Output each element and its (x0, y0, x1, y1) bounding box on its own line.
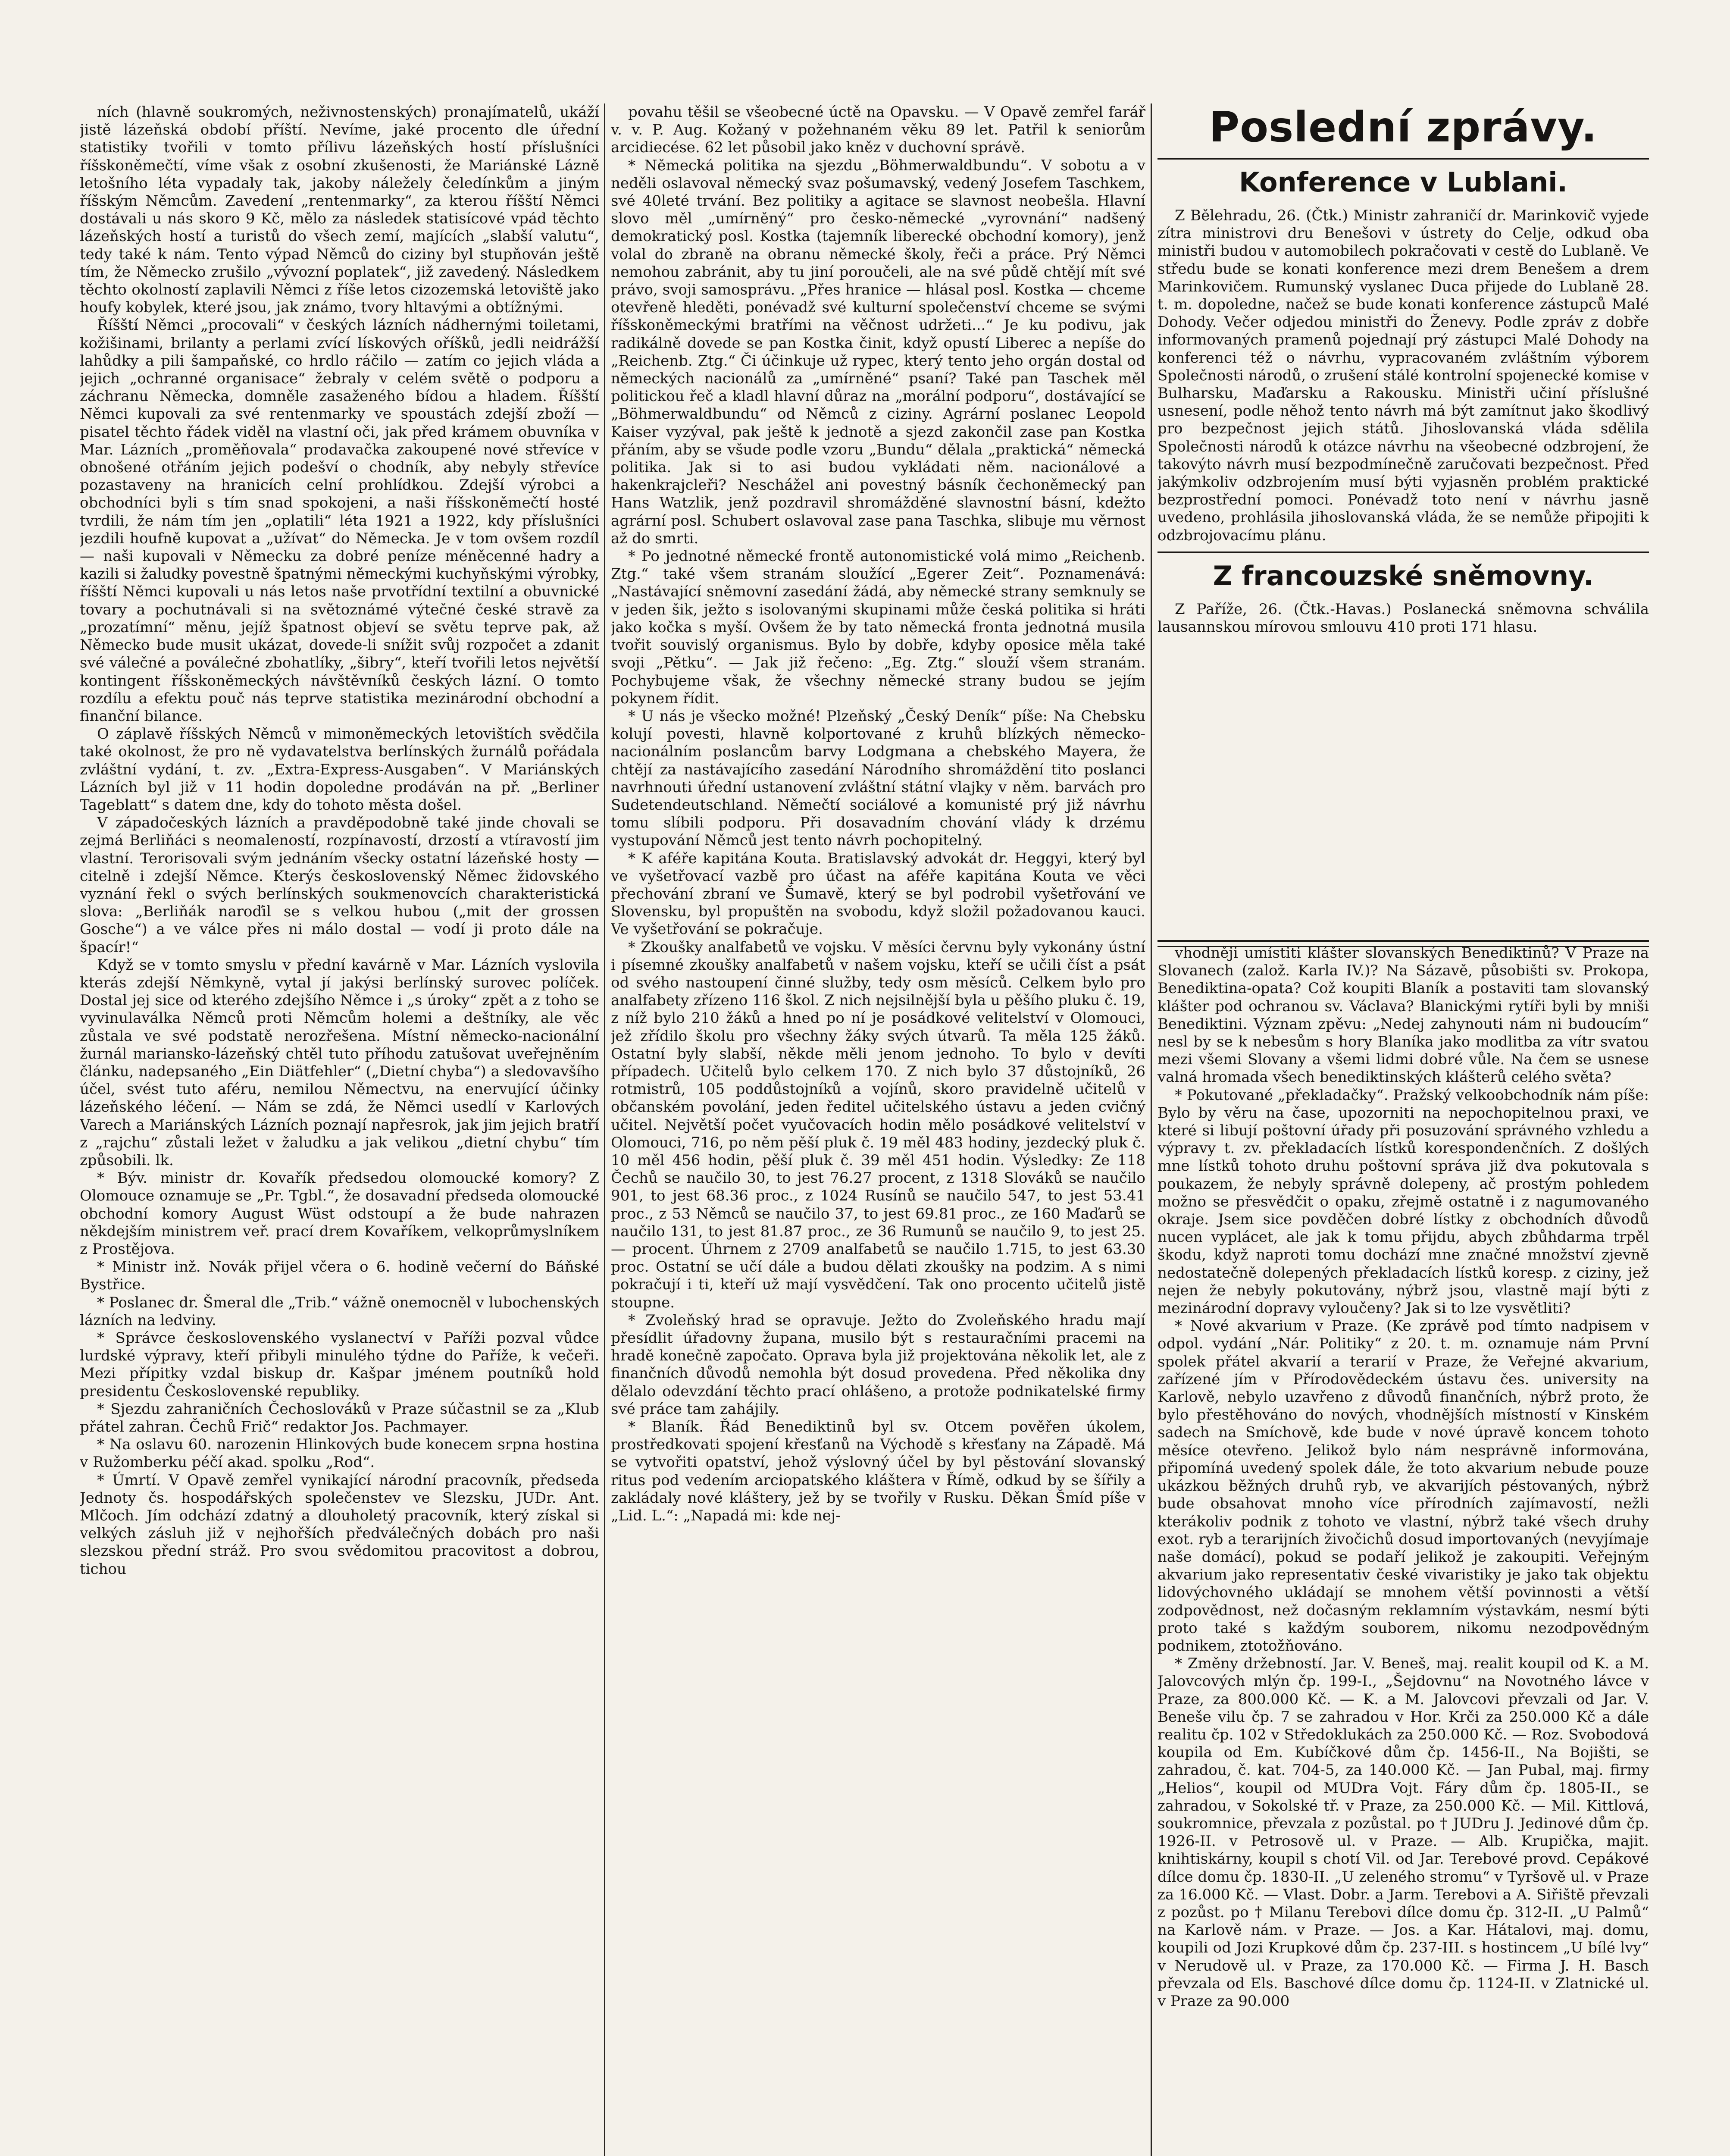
article-paragraph: * U nás je všecko možné! Plzeňský „Český Deník“ píše: Na Chebsku kolují povesti, hlavně kolportované z kruhů blízkých německo-nacionálním poslancům barvy Lodgmana a chebského Mayera, že chtějí za nastávajícího zasedání Národního shromáždění tito poslanci navrhnouti úřední ustanovení zvláštní státní vlajky v něm. barvách pro Sudetendeutschland. Němečtí sociálové a komunisté prý již návrhu tomu slíbili podporu. Při dosavadním chování vlády k drzému vystupování Němců jest tento návrh pochopitelný. (611, 707, 1145, 849)
article-paragraph: * K aféře kapitána Kouta. Bratislavský advokát dr. Heggyi, který byl ve vyšetřovací vazbě pro účast na aféře kapitána Kouta ve věci přechování zbraní ve Šumavě, který se byl podrobil vyšetřování ve Slovensku, byl propuštěn na svobodu, když složil požadovanou kauci. Ve vyšetřování se pokračuje. (611, 849, 1145, 938)
article-paragraph: * Býv. ministr dr. Kovařík předsedou olomoucké komory? Z Olomouce oznamuje se „Pr. Tgbl.“, že dosavadní předseda olomoucké obchodní komory August Wüst odstoupí a že bude nahrazen někdejším ministrem veř. prací drem Kovaříkem, velkoprůmyslníkem z Prostějova. (80, 1169, 599, 1258)
article-paragraph: * Německá politika na sjezdu „Böhmerwaldbundu“. V sobotu a v neděli oslavoval německý svaz pošumavský, vedený Josefem Taschkem, své 40leté trvání. Bez politiky a agitace se slavnost neobešla. Hlavní slovo měl „umírněný“ pro česko-německé „vyrovnání“ nadšený demokratický posl. Kostka (tajemník liberecké obchodní komory), jenž volal do zbraně na obranu německé školy, řeči a práce. Prý Němci nemohou zabránit, aby tu jiní poroučeli, ale na své půdě chtějí mít své právo, svoji samosprávu. „Přes hranice — hlásal posl. Kostka — chceme otevřeně hleděti, ponévadž své kulturní společenství chceme se svými říšskoněmeckými bratřími na věčnost udržeti...“ Je ku podivu, jak radikálně dovede se pan Kostka činit, když opustí Liberec a nepíše do „Reichenb. Ztg.“ Či účinkuje už rypec, který tento jeho orgán dostal od německých nacionálů za „umírněné“ psaní? Také pan Taschek měl politickou řeč a kladl hlavní důraz na „morální podporu“, dostávající se „Böhmerwaldbundu“ od Němců z ciziny. Agrární poslanec Leopold Kaiser vyzýval, pak ještě k jednotě a sjezd zakončil zase pan Kostka přáním, aby se všude podle vzoru „Bundu“ dělala „praktická“ německá politika. Jak si to asi budou vykládati něm. nacionálové a hakenkrajcleři? Neschážel ani povestný básník čechoněmecký pan Hans Watzlik, jenž pozdravil shromážděné slavnostní básní, kdežto agrární posl. Schubert oslavoval zase pana Taschka, slibuje mu věrnost až do smrti. (611, 157, 1145, 547)
article-paragraph: * Změny držebností. Jar. V. Beneš, maj. realit koupil od K. a M. Jalovcových mlýn čp. 199-I., „Šejdovnu“ na Novotného lávce v Praze, za 800.000 Kč. — K. a M. Jalovcovi převzali od Jar. V. Beneše vilu čp. 7 se zahradou v Hor. Krči za 250.000 Kč a dále realitu čp. 102 v Středoklukách za 250.000 Kč. — Roz. Svobodová koupila od Em. Kubíčkové dům čp. 1456-II., Na Bojišti, se zahradou, č. kat. 704-5, za 140.000 Kč. — Jan Pubal, maj. firmy „Helios“, koupil od MUDra Vojt. Fáry dům čp. 1805-II., se zahradou, v Sokolské tř. v Praze, za 250.000 Kč. — Mil. Kittlová, soukromnice, převzala z pozůstal. po † JUDru J. Jedinové dům čp. 1926-II. v Petrosově ul. v Praze. — Alb. Krupička, majit. knihtiskárny, koupil s chotí Vil. od Jar. Terebové provd. Cepákové dílce domu čp. 1830-II. „U zeleného stromu“ v Tyršově ul. v Praze za 16.000 Kč. — Vlast. Dobr. a Jarm. Terebovi a A. Siřiště převzali z pozůst. po † Milanu Terebovi dílce domu čp. 312-II. „U Palmů“ na Karlově nám. v Praze. — Jos. a Kar. Hátalovi, maj. domu, koupili od Jozi Krupkové dům čp. 237-III. s hostincem „U bílé lvy“ v Nerudově ul. v Praze, za 170.000 Kč. — Firma J. H. Basch převzala od Els. Baschové dílce domu čp. 1124-II. v Zlatnické ul. v Praze za 90.000 (1158, 1655, 1649, 2010)
column-3 (1158, 944, 1649, 2156)
newspaper-page (80, 103, 1649, 2156)
article-paragraph: * Zvoleňský hrad se opravuje. Ježto do Zvoleňského hradu mají přesídlit úřadovny župana, musilo být s restauračními pracemi na hradě konečně započato. Oprava byla již projektována několik let, ale z finančních důvodů nemohla být dosud provedena. Před několika dny dělalo odevzdání těchto prací ohlášeno, a protože podnikatelské firmy své práce tam zahájily. (611, 1311, 1145, 1418)
article-paragraph: Říšští Němci „procovali“ v českých lázních nádhernými toiletami, kožišinami, brilanty a perlami zvící lískových oříšků, jedli neidrážší lahůdky a pili šampaňské, co hrdlo ráčilo — zatím co jejich vláda a jejich „ochranné organisace“ žebraly v celém světě o podporu a záchranu Německa, domněle zasaženého bídou a hladem. Říšští Němci kupovali za své rentenmarky ve spoustách zdejší zboží — pisatel těchto řádek viděl na vlastní oči, jak před krámem obuvníka v Mar. Lázních „proměňovala“ prodavačka zakoupené nové střevíce v obnošené otřáním jejich podešví o chodník, aby nebyly střevíce pozastaveny na hranicích celní prohlídkou. Zdejší výrobci a obchodníci byli s tím snad spokojeni, a naši říšskoněmečtí hosté tvrdili, že nám tím jen „oplatili“ léta 1921 a 1922, kdy příslušníci jezdili houfně kupovat a „užívat“ do Německa. Je v tom ovšem rozdíl — naši kupovali v Německu za dobré peníze méněcenné hadry a kazili si žaludky povestně špatnými německými kuchyňskými výrobky, říšští Němci kupovali u nás letos naše prvotřídní textilní a obuvnické tovary a pochutnávali si na světoznámé výtečné české stravě za „prozatímní“ měnu, jejíž špatnost objeví se světu teprve pak, až Německo bude musit ukázat, dovede-li snížit svůj rozpočet a zdanit své válečné a poválečné zbohatlíky, „šibry“, kteří tvořili letos největší kontingent říšskoněmeckých návštěvníků českých lázní. O tomto rozdílu a efektu pouč nás teprve statistika mezinárodní obchodní a finanční bilance. (80, 317, 599, 725)
column-rule (1151, 103, 1152, 2156)
latest-news-box (1158, 103, 1649, 936)
article-paragraph: * Ministr inž. Novák přijel včera o 6. hodině večerní do Báňské Bystřice. (80, 1258, 599, 1294)
article-paragraph: * Správce československého vyslanectví v Paříži pozval vůdce lurdské výpravy, kteří přibyli minulého týdne do Paříže, k večeři. Mezi přípitky vzdal biskup dr. Kašpar jménem poutníků hold presidentu Československé republiky. (80, 1329, 599, 1400)
article-paragraph: ních (hlavně soukromých, neživnostenských) pronajímatelů, ukáží jistě lázeňská období příští. Nevíme, jaké procento dle úřední statistiky tvořili v tomto přílivu lázeňských hostí příslušníci říšskoněmečtí, víme však z osobní zkušenosti, že Mariánské Lázně letošního léta vypadaly tak, jakoby náležely čeledínkům a jiným říšským Němcům. Zavedení „rentenmarky“, za kterou říšští Němci dostávali u nás skoro 9 Kč, mělo za následek statisícové vpád těchto lázeňských hostí a turistů do všech zemí, majících „slabší valutu“, tedy také k nám. Tento výpad Němců do ciziny byl stupňován ještě tím, že Německo zrušilo „vývozní poplatek“, již zavedený. Následkem těchto okolností zaplavili Němci z říše letos cizozemská letoviště jako houfy kobylek, které jsou, jak známo, tvory hltavými a obtížnými. (80, 103, 599, 317)
article-paragraph: povahu těšil se všeobecné úctě na Opavsku. — V Opavě zemřel farář v. v. P. Aug. Kožaný v požehnaném věku 89 let. Patřil k seniorům arcidiecése. 62 let působil jako kněz v duchovní správě. (611, 103, 1145, 157)
article-paragraph: * Blaník. Řád Benediktinů byl sv. Otcem pověřen úkolem, prostředkovati spojení křesťanů na Východě s křesťany na Západě. Má se vytvořiti opatství, jehož výslovný účel by byl pěstování slovanský ritus pod vedením arciopatského kláštera v Římě, odkud by se šířily a zakládaly nové kláštery, jež by se tvořily v Rusku. Děkan Šmíd píše v „Lid. L.“: „Napadá mi: kde nej- (611, 1418, 1145, 1525)
article-paragraph: * Pokutované „překladačky“. Pražský velkoobchodník nám píše: Bylo by věru na čase, upozorniti na nepochopitelnou praxi, ve které si libují poštovní úřady při posuzování správného vzhledu a výpravy t. zv. překladacích lístků korespondenčních. Z došlých mne lístků tohoto druhu poštovní správa již dva pokutovala s poukazem, že nebyly správně dolepeny, ač prostým pohledem možno se přesvědčit o opaku, zřejmě ostatně i z nagumovaného okraje. Jsem sice povděčen dobré lístky z obchodních důvodů nucen vyplácet, ale jak k tomu přijdu, abych zbůhdarma trpěl škodu, když naproti tomu dochází mne značné množství zjevně nedostatečně dolepených překladacích lístků koresp. z ciziny, jež nejen že nebyly pokutovány, nýbrž jsou, vlastně mají býti z mezinárodní dopravy vyloučeny? Jak si to lze vysvětliti? (1158, 1086, 1649, 1317)
headline-conference: Konference v Lublani. (1239, 166, 1567, 198)
article-paragraph: Když se v tomto smyslu v přední kavárně v Mar. Lázních vyslovila kterás zdejší Němkyně, vytal jí jakýsi berlínský surovec políček. Dostal jej sice od kterého zdejšího Němce i „s úroky“ zpět a z toho se vyvinulaválka Němců proti Němcům holemi a deštníky, ale věc zůstala ve své podstatě nerozřešena. Místní německo-nacionální žurnál mariansko-lázeňský chtěl tuto příhodu zatušovat uveřejněním článku, nadepsaného „Ein Diätfehler“ („Dietní chyba“) a sledovavšího účel, svést tuto aféru, nemilou Němectvu, na enervující účinky lázeňského léčení. — Nám se zdá, že Němci usedlí v Karlových Varech a Mariánských Lázních poznají napřesrok, jak jim jejich bratří z „rajchu“ zůstali ležet v žaludku a jak velikou „dietní chybu“ tím způsobili. lk. (80, 956, 599, 1169)
article-paragraph: * Poslanec dr. Šmeral dle „Trib.“ vážně onemocněl v lubochenských lázních na ledviny. (80, 1294, 599, 1329)
latest-news-heading: Poslední zprávy. (1209, 103, 1598, 151)
article-paragraph: V západočeských lázních a pravděpodobně také jinde chovali se zejmá Berliňáci s neomaleností, rozpínavostí, drzostí a vtíravostí jim vlastní. Terorisovali svým jednáním všecky ostatní lázeňské hosty — citelně i zdejší Němce. Kterýs československý Němec židovského vyznání řekl o svých berlínských soukmenovcích charakteristická slova: „Berliňák naroďil se s velkou hubou („mit der grossen Gosche“) a ve válce přes ni málo dostal — vodí ji proto dále na špacír!“ (80, 814, 599, 956)
article-paragraph: * Zkoušky analfabetů ve vojsku. V měsíci červnu byly vykonány ústní i písemné zkoušky analfabetů v našem vojsku, kteří se učili číst a psát od svého nastoupení činné služby, tedy osm měsíců. Celkem bylo pro analfabety zřízeno 116 škol. Z nich nejsilnější byla u pěšího pluku č. 19, z níž bylo 210 žáků a hned po ní je posádkové velitelství v Olomouci, jež zřídilo školu pro všechny žáky svých útvarů. Ta měla 125 žáků. Ostatní byly slabší, někde měli jenom jednoho. To bylo v devíti případech. Učitelů bylo celkem 170. Z nich bylo 37 důstojníků, 26 rotmistrů, 105 poddůstojníků a vojínů, skoro pravidelně učitelů v občanském povolání, jeden ředitel učitelského ústavu a jeden cvičný učitel. Největší počet vyučovacích hodin mělo posádkové velitelství v Olomouci, 716, po něm pěší pluk č. 19 měl 483 hodiny, jezdecký pluk č. 10 měl 456 hodin, pěší pluk č. 39 měl 451 hodin. Výsledky: Ze 118 Čechů se naučilo 30, to jest 76.27 procent, z 1318 Slováků se naučilo 901, to jest 68.36 proc., z 1024 Rusínů se naučilo 547, to jest 53.41 proc., z 53 Němců se naučilo 37, to jest 69.81 proc., ze 160 Maďarů se naučilo 131, to jest 81.87 proc., ze 36 Rumunů se naučilo 9, to jest 25.— procent. Úhrnem z 2709 analfabetů se naučilo 1.715, to jest 63.30 proc. Ostatní se učí dále a budou dělati zkoušky na podzim. A s nimi pokračují i ti, kteří už mají vysvědčení. Tak ono procento učitelů jistě stoupne. (611, 938, 1145, 1311)
article-paragraph: * Nové akvarium v Praze. (Ke zprávě pod tímto nadpisem v odpol. vydání „Nár. Politiky“ z 20. t. m. oznamuje nám První spolek přátel akvarií a terarií v Praze, že Veřejné akvarium, zařízené jím v Přírodovědeckém ústavu čes. university na Karlově, nebylo uzavřeno z důvodů finančních, nýbrž proto, že bylo přestěhováno do nových, vhodnějších místností v Kinském sadech na Smíchově, kde bude v nové úpravě koncem tohoto měsíce otevřeno. Jelikož bylo nám nesprávně informována, připomíná uvedený spolek dále, že toto akvarium nebude pouze ukázkou běžných druhů ryb, ve akvarijích péstovaných, nýbrž bude obsahovat mnoho více přírodních zajímavostí, nežli kterákoliv podnik z tohoto ve vlastní, nýbrž také všech druhy exot. ryb a terarijních živočichů dosud importovaných (nevyjímaje naše domácí), pokud se podaří jelikož je zakoupiti. Veřejným akvarium jako representativ české vivaristiky je jako tak objektu lidovýchovného ukládají se mnohem větší povinnosti a větší zodpovědnost, než dočasným reklamním výstavkám, nesmí býti proto také s každým souborem, nikomu nezodpovědným podnikem, ztotožňováno. (1158, 1317, 1649, 1655)
headline-french-chamber: Z francouzské sněmovny. (1213, 560, 1594, 592)
article-paragraph: * Po jednotné německé frontě autonomistické volá mimo „Reichenb. Ztg.“ také všem stranám sloužící „Egerer Zeit“. Poznamenává: „Nastávající sněmovní zasedání žádá, aby německé strany semknuly se v jeden šik, ježto s isolovanými skupinami může česká politika si hráti jako kočka s myší. Ovšem že by tato německá fronta jednotná musila tvořit souvislý organismus. Bylo by dobře, kdyby oposice měla také svoji „Pětku“. — Jak již řečeno: „Eg. Ztg.“ slouží všem stranám. Pochybujeme však, že všechny německé strany budou se jejím pokynem řídit. (611, 548, 1145, 707)
article-paragraph: O záplavě říšských Němců v mimoněmeckých letovištích svědčila také okolnost, že pro ně vydavatelstva berlínských žurnálů pořádala zvláštní vydání, t. zv. „Extra-Express-Ausgaben“. V Mariánských Lázních byl již v 11 hodin dopoledne prodáván na př. „Berliner Tageblatt“ s datem dne, kdy do tohoto města došel. (80, 725, 599, 814)
column-2 (611, 103, 1145, 2156)
article-paragraph: vhodněji umístiti klášter slovanských Benediktinů? V Praze na Slovanech (založ. Karla IV.)? Na Sázavě, působišti sv. Prokopa, Benediktina-opata? Což koupiti Blaník a postaviti tam slovanský klášter pod ochranou sv. Václava? Blanickými rytíři byli by mniši Benediktini. Význam zpěvu: „Nedej zahynouti nám ni budoucím“ nesl by se k nebesům s hory Blaníka jako modlitba za vítr svatou mezi všemi Slovany a všemi lidmi dobré vůle. Na čem se usnese valná hromada všech benediktinských klášterů celého světa? (1158, 944, 1649, 1086)
article-paragraph: * Na oslavu 60. narozenin Hlinkových bude konecem srpna hostina v Ružomberku péčí akad. spolku „Rod“. (80, 1436, 599, 1471)
column-rule (604, 103, 605, 2156)
article-paragraph: * Sjezdu zahraničních Čechoslováků v Praze súčastnil se za „Klub přátel zahran. Čechů Frič“ redaktor Jos. Pachmayer. (80, 1400, 599, 1436)
divider (1158, 552, 1649, 553)
article-french-chamber: Z Paříže, 26. (Čtk.-Havas.) Poslanecká sněmovna schválila lausannskou mírovou smlouvu 410 proti 171 hlasu. (1158, 600, 1649, 636)
article-paragraph: * Úmrtí. V Opavě zemřel vynikající národní pracovník, předseda Jednoty čs. hospodářských společenstev ve Slezsku, JUDr. Ant. Mlčoch. Jím odchází zdatný a dlouholetý pracovník, který získal si velkých zásluh již v nejhořších předválečných dobách pro naši slezskou přední stráž. Pro svou svědomitou pracovitost a dobrou, tichou (80, 1471, 599, 1578)
column-1 (80, 103, 599, 2156)
divider (1158, 158, 1649, 160)
article-conference: Z Bělehradu, 26. (Čtk.) Ministr zahraničí dr. Marinkovič vyjede zítra ministrovi dru Benešovi v ústrety do Celje, odkud oba ministři budou v automobilech pokračovati v cestě do Lublaně. Ve středu bude se konati konference mezi drem Benešem a drem Marinkovičem. Rumunský vyslanec Duca přijede do Lublaně 28. t. m. dopoledne, načež se bude konati konference zástupců Malé Dohody. Večer odjedou ministři do Ženevy. Podle zpráv z dobře informovaných pramenů pojednají prý zástupci Malé Dohody na konferenci též o návrhu, vypracovaném zvláštním výborem Společnosti národů, o zrušení stálé kontrolní spojenecké komise v Bulharsku, Maďarsku a Rakousku. Ministři učiní příslušné usnesení, podle něhož tento návrh má být zamítnut jako škodlivý pro bezpečnost jejich států. Jihoslovanská vláda sdělila Společnosti národů k otázce návrhu na všeobecné odzbrojení, že takovýto návrh musí bezpodmínečně zaručovati bezpečnost. Před jakýmkoliv odzbrojením musí býti vyjasněn problém praktické bezprostřední pomoci. Ponévadž toto není v návrhu jasně uvedeno, prohlásila jihoslovanská vláda, že se nemůže připojiti k odzbrojovacímu plánu. (1158, 207, 1649, 544)
